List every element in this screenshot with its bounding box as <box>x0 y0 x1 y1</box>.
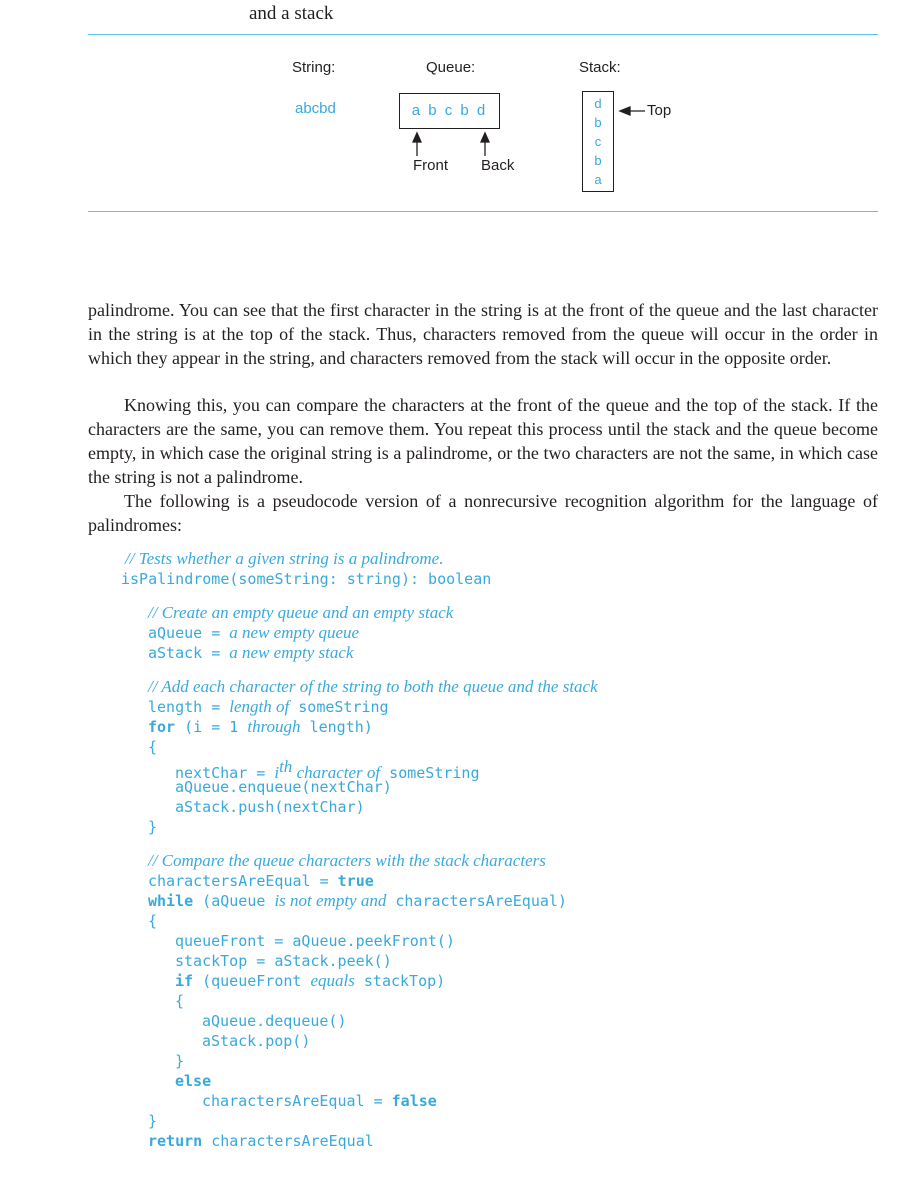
code-line: aStack.pop() <box>202 1032 311 1050</box>
code-line: nextChar = $i^{th}$ character of someString <box>175 757 480 782</box>
figure-top-rule <box>88 34 878 35</box>
stack-item: c <box>594 134 602 149</box>
string-value: abcbd <box>295 100 336 117</box>
queue-label: Queue: <box>426 59 476 76</box>
front-label: Front <box>413 157 449 174</box>
stack-item: b <box>594 115 602 130</box>
top-arrow-head <box>620 107 630 115</box>
back-label: Back <box>481 157 515 174</box>
string-label: String: <box>292 59 336 76</box>
body-paragraph: Knowing this, you can compare the characters at the front of the queue and the top of the stack. If the characters are the same, you can remove them. You repeat this process until the stack and the queue become empty, in which case the original string is a palindrome, or the two characters are not the same, in which case the string is not a palindrome. <box>88 395 878 487</box>
code-brace: } <box>148 818 158 836</box>
code-line: return charactersAreEqual <box>148 1132 374 1150</box>
code-line: if (queueFront equals stackTop) <box>175 971 446 990</box>
top-label: Top <box>647 102 672 119</box>
code-comment: // Tests whether a given string is a palindrome. <box>125 549 444 568</box>
stack-label: Stack: <box>579 59 621 76</box>
code-keyword: else <box>175 1072 212 1090</box>
code-brace: { <box>148 738 158 756</box>
body-paragraph: The following is a pseudocode version of a nonrecursive recognition algorithm for the language of palindromes: <box>88 491 878 535</box>
code-line: queueFront = aQueue.peekFront() <box>175 932 455 950</box>
stack-item: a <box>594 172 602 187</box>
code-brace: } <box>175 1052 185 1070</box>
code-line: for (i = 1 through length) <box>148 717 373 736</box>
code-line: aQueue.dequeue() <box>202 1012 347 1030</box>
stack-box <box>582 91 614 192</box>
code-line: aQueue.enqueue(nextChar) <box>175 778 392 796</box>
code-comment: // Add each character of the string to both the queue and the stack <box>148 677 598 696</box>
code-signature: isPalindrome(someString: string): boolean <box>121 570 492 588</box>
code-line: aQueue = a new empty queue <box>148 623 360 642</box>
code-line: length = length of someString <box>148 697 389 716</box>
figure-caption-tail: and a stack <box>249 3 334 24</box>
code-line: charactersAreEqual = false <box>202 1092 437 1110</box>
code-line: stackTop = aStack.peek() <box>175 952 392 970</box>
queue-contents: a b c b d <box>411 102 488 119</box>
stack-item: b <box>594 153 602 168</box>
front-arrow-head <box>413 133 421 142</box>
figure-bottom-rule <box>88 211 878 212</box>
code-brace: { <box>148 912 158 930</box>
code-brace: { <box>175 992 185 1010</box>
back-arrow-head <box>481 133 489 142</box>
code-brace: } <box>148 1112 158 1130</box>
code-line: aStack = a new empty stack <box>148 643 354 662</box>
code-comment: // Compare the queue characters with the stack characters <box>148 851 546 870</box>
code-comment: // Create an empty queue and an empty stack <box>148 603 454 622</box>
stack-item: d <box>594 96 602 111</box>
body-paragraph: palindrome. You can see that the first character in the string is at the front of the queue and the last character in the string is at the top of the stack. Thus, characters removed from the queue will occur in the order in which they appear in the string, and characters removed from the stack will occur in the opposite order. <box>88 300 878 368</box>
code-line: aStack.push(nextChar) <box>175 798 365 816</box>
code-line: charactersAreEqual = true <box>148 872 374 890</box>
code-line: while (aQueue is not empty and charactersAreEqual) <box>148 891 567 910</box>
queue-box <box>399 93 500 129</box>
